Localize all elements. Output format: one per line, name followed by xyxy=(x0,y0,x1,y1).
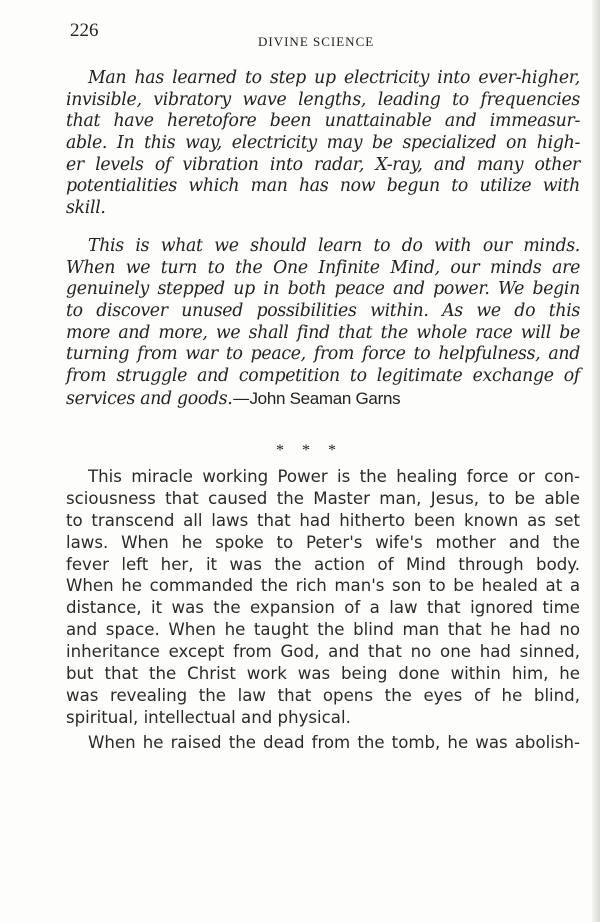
text-line: genuinely stepped up in both peace and power. We begin xyxy=(66,279,580,300)
running-head: DIVINE SCIENCE xyxy=(258,34,375,49)
text-line: that have heretofore been unattainable and immeasur- xyxy=(66,111,580,132)
text-line: spiritual, intellectual and physical. xyxy=(66,707,351,727)
paragraph-electricity xyxy=(66,68,580,220)
text-line: inheritance except from God, and that no one had sinned, xyxy=(66,642,580,662)
text-line: was revealing the law that opens the eyes of he blind, xyxy=(66,685,580,705)
text-line: but that the Christ work was being done within him, he xyxy=(66,664,580,684)
text-line: distance, it was the expansion of a law that ignored time xyxy=(66,598,580,618)
paragraph-minds xyxy=(66,236,580,410)
text-line: When he raised the dead from the tomb, he was abolish- xyxy=(88,733,580,752)
text-line: skill. xyxy=(66,198,106,219)
text-line: laws. When he spoke to Peter's wife's mother and the xyxy=(66,532,580,552)
text-line: potentialities which man has now begun to utilize with xyxy=(66,176,580,197)
text-line: fever left her, it was the action of Mind through body. xyxy=(66,554,580,574)
text-line: turning from war to peace, from force to helpfulness, and xyxy=(66,344,580,365)
text-line: When we turn to the One Infinite Mind, our minds are xyxy=(66,257,580,278)
text-line: er levels of vibration into radar, X-ray, and many other xyxy=(66,154,580,175)
text-line: able. In this way, electricity may be specialized on high- xyxy=(66,133,580,154)
text-line: This is what we should learn to do with our minds. xyxy=(88,236,580,256)
page-edge xyxy=(592,0,600,922)
text-line: to transcend all laws that had hitherto been known as set xyxy=(66,510,580,530)
text-line-content: services and goods.— xyxy=(66,388,250,409)
text-line: When he commanded the rich man's son to be healed at a xyxy=(66,576,580,596)
text-line: invisible, vibratory wave lengths, leading to frequencies xyxy=(66,89,580,110)
paragraph-raised-dead xyxy=(66,732,580,754)
text-line: Man has learned to step up electricity into ever-higher, xyxy=(88,68,580,88)
text-line: and space. When he taught the blind man that he had no xyxy=(66,620,580,640)
page-number: 226 xyxy=(70,20,99,41)
text-line: This miracle working Power is the healing force or con- xyxy=(88,467,580,486)
attribution: John Seaman Garns xyxy=(249,388,401,408)
text-line: from struggle and competition to legitimate exchange of xyxy=(66,366,580,387)
text-line: to discover unused possibilities within. As we do this xyxy=(66,301,580,322)
text-line: more and more, we shall find that the whole race will be xyxy=(66,322,580,343)
text-line xyxy=(66,388,580,410)
text-line: sciousness that caused the Master man, Jesus, to be able xyxy=(66,488,580,508)
section-separator: * * * xyxy=(276,442,336,459)
paragraph-miracle-power xyxy=(66,466,580,729)
